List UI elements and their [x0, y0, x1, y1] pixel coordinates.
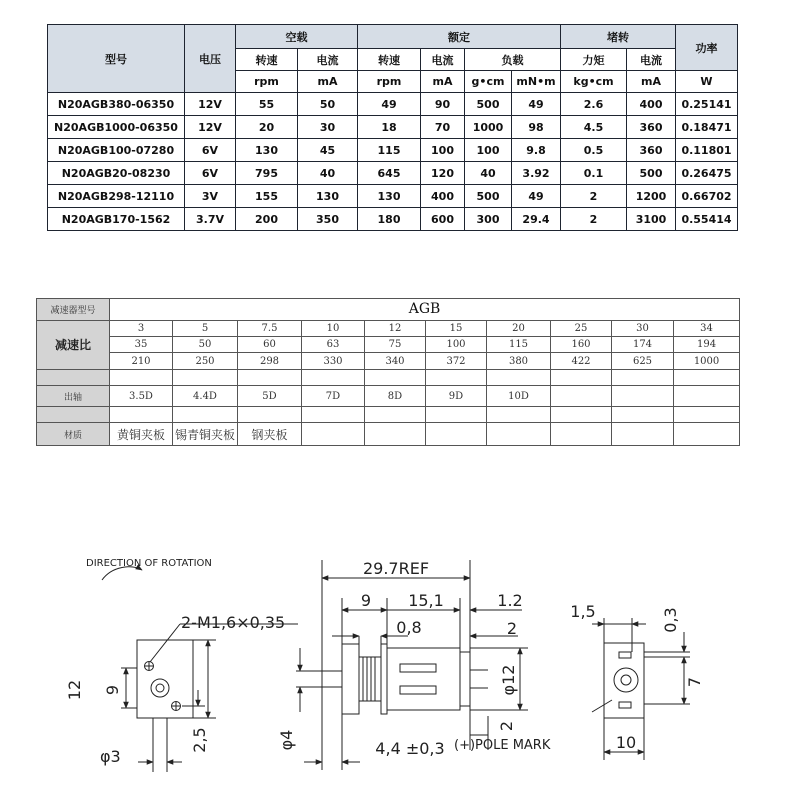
shaft-cell: 8D: [365, 386, 426, 407]
ratio-cell: 63: [302, 337, 365, 353]
spec-row: [48, 93, 738, 116]
material-cell: 黄铜夹板: [110, 423, 173, 446]
blank-cell: [612, 369, 674, 385]
spec-cell: 40: [465, 162, 512, 185]
spec-cell: 29.4: [512, 208, 561, 231]
ratio-cell: 60: [238, 337, 302, 353]
spec-cell: 0.5: [561, 139, 627, 162]
spec-cell: 360: [627, 116, 676, 139]
ratio-cell: 3: [110, 320, 173, 336]
spec-cell: 0.25141: [676, 93, 738, 116]
spec-cell: 400: [627, 93, 676, 116]
ratio-row: [37, 353, 740, 369]
blank-cell: [426, 406, 487, 422]
blank-cell: [674, 369, 740, 385]
blank-row: [37, 406, 740, 422]
ratio-cell: 75: [365, 337, 426, 353]
blank-cell: [612, 386, 674, 407]
ratio-cell: 15: [426, 320, 487, 336]
dim-1-5: 1,5: [570, 602, 596, 621]
spec-cell: 2: [561, 208, 627, 231]
ratio-cell: 210: [110, 353, 173, 369]
spec-cell: 90: [421, 93, 465, 116]
spec-cell: 40: [298, 162, 358, 185]
ratio-table-body: [37, 320, 740, 445]
model-cell: N20AGB380-06350: [48, 93, 185, 116]
ratio-cell: 5: [173, 320, 238, 336]
ratio-cell: 50: [173, 337, 238, 353]
motor-dimension-drawing: [0, 540, 785, 787]
blank-cell: [302, 423, 365, 446]
spec-cell: 350: [298, 208, 358, 231]
ratio-cell: 330: [302, 353, 365, 369]
model-cell: N20AGB170-1562: [48, 208, 185, 231]
header-model: 型号: [48, 25, 185, 93]
header-stall: 堵转: [561, 25, 676, 49]
blank-cell: [110, 406, 173, 422]
rotation-label: DIRECTION OF ROTATION: [86, 558, 212, 569]
unit-cell: mA: [298, 71, 358, 93]
rear-bushing: [614, 668, 638, 692]
header-load: 负载: [465, 49, 561, 71]
spec-cell: 3100: [627, 208, 676, 231]
unit-cell: mA: [421, 71, 465, 93]
unit-cell: g•cm: [465, 71, 512, 93]
ratio-cell: 100: [426, 337, 487, 353]
shaft-cell: 9D: [426, 386, 487, 407]
spec-cell: 0.18471: [676, 116, 738, 139]
shaft-cell: 5D: [238, 386, 302, 407]
spec-cell: 0.11801: [676, 139, 738, 162]
ratio-cell: 7.5: [238, 320, 302, 336]
ratio-cell: 12: [365, 320, 426, 336]
spec-row: [48, 185, 738, 208]
dim-4-4: 4,4 ±0,3: [375, 739, 445, 758]
spec-cell: 0.26475: [676, 162, 738, 185]
spec-cell: 18: [358, 116, 421, 139]
spec-cell: 2: [561, 185, 627, 208]
header-no-load-speed: 转速: [236, 49, 298, 71]
spec-cell: 6V: [185, 139, 236, 162]
spec-cell: 49: [512, 93, 561, 116]
blank-cell: [551, 423, 612, 446]
spec-cell: 9.8: [512, 139, 561, 162]
dim-12: 12: [65, 679, 84, 701]
dim-phi12: φ12: [499, 664, 518, 696]
model-cell: N20AGB20-08230: [48, 162, 185, 185]
blank-cell: [426, 369, 487, 385]
blank-cell: [674, 386, 740, 407]
spec-cell: 49: [512, 185, 561, 208]
dim-2-bottom: 2: [497, 720, 516, 732]
dim-1-2: 1.2: [497, 591, 523, 610]
ratio-cell: 115: [487, 337, 551, 353]
shaft-label: 出轴: [37, 386, 110, 407]
material-label: 材质: [37, 423, 110, 446]
spec-cell: 795: [236, 162, 298, 185]
spec-cell: 155: [236, 185, 298, 208]
spec-cell: 100: [421, 139, 465, 162]
blank-cell: [612, 423, 674, 446]
spec-row: [48, 162, 738, 185]
ratio-cell: 20: [487, 320, 551, 336]
unit-cell: rpm: [236, 71, 298, 93]
output-shaft: [156, 684, 164, 692]
unit-cell: W: [676, 71, 738, 93]
spec-cell: 180: [358, 208, 421, 231]
spec-cell: 3.92: [512, 162, 561, 185]
blank-cell: [426, 423, 487, 446]
ratio-cell: 10: [302, 320, 365, 336]
spec-cell: 0.1: [561, 162, 627, 185]
unit-cell: kg•cm: [561, 71, 627, 93]
spec-table-body: [48, 93, 738, 231]
model-cell: N20AGB1000-06350: [48, 116, 185, 139]
ratio-cell: 25: [551, 320, 612, 336]
spec-cell: 500: [627, 162, 676, 185]
spec-row: [48, 116, 738, 139]
spec-cell: 12V: [185, 93, 236, 116]
blank-cell: [173, 406, 238, 422]
ratio-cell: 30: [612, 320, 674, 336]
gearbox-type-value: AGB: [110, 299, 740, 321]
blank-row: [37, 369, 740, 385]
shaft-cell: 3.5D: [110, 386, 173, 407]
blank-label: [37, 406, 110, 422]
dim-phi4: φ4: [277, 729, 296, 751]
ratio-cell: 1000: [674, 353, 740, 369]
model-cell: N20AGB100-07280: [48, 139, 185, 162]
spec-cell: 100: [465, 139, 512, 162]
header-power: 功率: [676, 25, 738, 71]
motor-endcap: [460, 652, 470, 706]
ratio-cell: 372: [426, 353, 487, 369]
dim-0-3: 0,3: [661, 607, 680, 633]
blank-cell: [173, 369, 238, 385]
spec-cell: 500: [465, 93, 512, 116]
dim-2-5: 2,5: [190, 727, 209, 753]
screw-spec-label: 2-M1,6×0,35: [181, 613, 286, 632]
material-row: [37, 423, 740, 446]
blank-cell: [365, 369, 426, 385]
header-stall-current: 电流: [627, 49, 676, 71]
pole-mark-label: (+)POLE MARK: [454, 738, 551, 753]
model-cell: N20AGB298-12110: [48, 185, 185, 208]
ratio-label: 减速比: [37, 320, 110, 369]
blank-cell: [238, 406, 302, 422]
ratio-row: [37, 337, 740, 353]
gearbox-front-plate: [342, 644, 359, 714]
blank-label: [37, 369, 110, 385]
dim-10: 10: [615, 733, 637, 752]
spec-cell: 600: [421, 208, 465, 231]
spec-cell: 130: [358, 185, 421, 208]
spec-cell: 20: [236, 116, 298, 139]
spec-cell: 49: [358, 93, 421, 116]
spec-cell: 0.66702: [676, 185, 738, 208]
spec-cell: 115: [358, 139, 421, 162]
ratio-cell: 422: [551, 353, 612, 369]
spec-cell: 30: [298, 116, 358, 139]
spec-cell: 0.55414: [676, 208, 738, 231]
output-shaft-side: [322, 671, 342, 687]
gearbox-rear-plate: [381, 644, 387, 714]
gear-stack: [359, 657, 381, 701]
spec-cell: 2.6: [561, 93, 627, 116]
unit-cell: rpm: [358, 71, 421, 93]
spec-row: [48, 139, 738, 162]
material-cell: 钢夹板: [238, 423, 302, 446]
spec-cell: 1000: [465, 116, 512, 139]
spec-cell: 6V: [185, 162, 236, 185]
dim-phi3: φ3: [100, 747, 121, 766]
ratio-cell: 160: [551, 337, 612, 353]
blank-cell: [110, 369, 173, 385]
spec-cell: 12V: [185, 116, 236, 139]
spec-cell: 360: [627, 139, 676, 162]
spec-row: [48, 208, 738, 231]
spec-cell: 98: [512, 116, 561, 139]
blank-cell: [487, 369, 551, 385]
spec-cell: 130: [236, 139, 298, 162]
blank-cell: [551, 406, 612, 422]
blank-cell: [238, 369, 302, 385]
blank-cell: [365, 406, 426, 422]
ratio-cell: 625: [612, 353, 674, 369]
blank-cell: [612, 406, 674, 422]
dim-2-top: 2: [506, 619, 518, 638]
motor-can: [387, 648, 460, 710]
dim-0-8: 0,8: [396, 618, 422, 637]
ratio-cell: 174: [612, 337, 674, 353]
blank-cell: [487, 423, 551, 446]
header-rated-speed: 转速: [358, 49, 421, 71]
unit-cell: mN•m: [512, 71, 561, 93]
spec-cell: 70: [421, 116, 465, 139]
header-rated: 额定: [358, 25, 561, 49]
shaft-cell: 7D: [302, 386, 365, 407]
output-shaft-bushing: [151, 679, 169, 697]
dim-7: 7: [685, 676, 704, 688]
blank-cell: [487, 406, 551, 422]
blank-cell: [551, 369, 612, 385]
header-stall-torque: 力矩: [561, 49, 627, 71]
spec-cell: 50: [298, 93, 358, 116]
shaft-cell: 4.4D: [173, 386, 238, 407]
spec-cell: 645: [358, 162, 421, 185]
header-no-load: 空载: [236, 25, 358, 49]
blank-cell: [302, 406, 365, 422]
spec-cell: 200: [236, 208, 298, 231]
spec-cell: 400: [421, 185, 465, 208]
material-cell: 锡青铜夹板: [173, 423, 238, 446]
gearbox-ratio-table: [36, 298, 740, 446]
spec-cell: 300: [465, 208, 512, 231]
dim-9: 9: [360, 591, 372, 610]
spec-cell: 1200: [627, 185, 676, 208]
gearbox-type-label: 减速器型号: [37, 299, 110, 321]
spec-cell: 3.7V: [185, 208, 236, 231]
ratio-cell: 380: [487, 353, 551, 369]
blank-cell: [674, 406, 740, 422]
dim-15-1: 15,1: [408, 591, 444, 610]
ratio-cell: 194: [674, 337, 740, 353]
unit-cell: mA: [627, 71, 676, 93]
spec-cell: 55: [236, 93, 298, 116]
spec-cell: 45: [298, 139, 358, 162]
ratio-cell: 298: [238, 353, 302, 369]
blank-cell: [302, 369, 365, 385]
dim-9-left: 9: [103, 684, 122, 696]
blank-cell: [551, 386, 612, 407]
shaft-cell: 10D: [487, 386, 551, 407]
ratio-row: [37, 320, 740, 336]
spec-cell: 120: [421, 162, 465, 185]
shaft-row: [37, 386, 740, 407]
ratio-cell: 34: [674, 320, 740, 336]
spec-cell: 130: [298, 185, 358, 208]
spec-cell: 4.5: [561, 116, 627, 139]
blank-cell: [365, 423, 426, 446]
header-no-load-current: 电流: [298, 49, 358, 71]
motor-spec-table: [47, 24, 738, 231]
ratio-cell: 250: [173, 353, 238, 369]
dim-ref-length: 29.7REF: [362, 559, 430, 578]
header-rated-current: 电流: [421, 49, 465, 71]
blank-cell: [674, 423, 740, 446]
spec-cell: 3V: [185, 185, 236, 208]
spec-cell: 500: [465, 185, 512, 208]
ratio-cell: 35: [110, 337, 173, 353]
ratio-cell: 340: [365, 353, 426, 369]
rear-view: [592, 618, 690, 760]
header-voltage: 电压: [185, 25, 236, 93]
